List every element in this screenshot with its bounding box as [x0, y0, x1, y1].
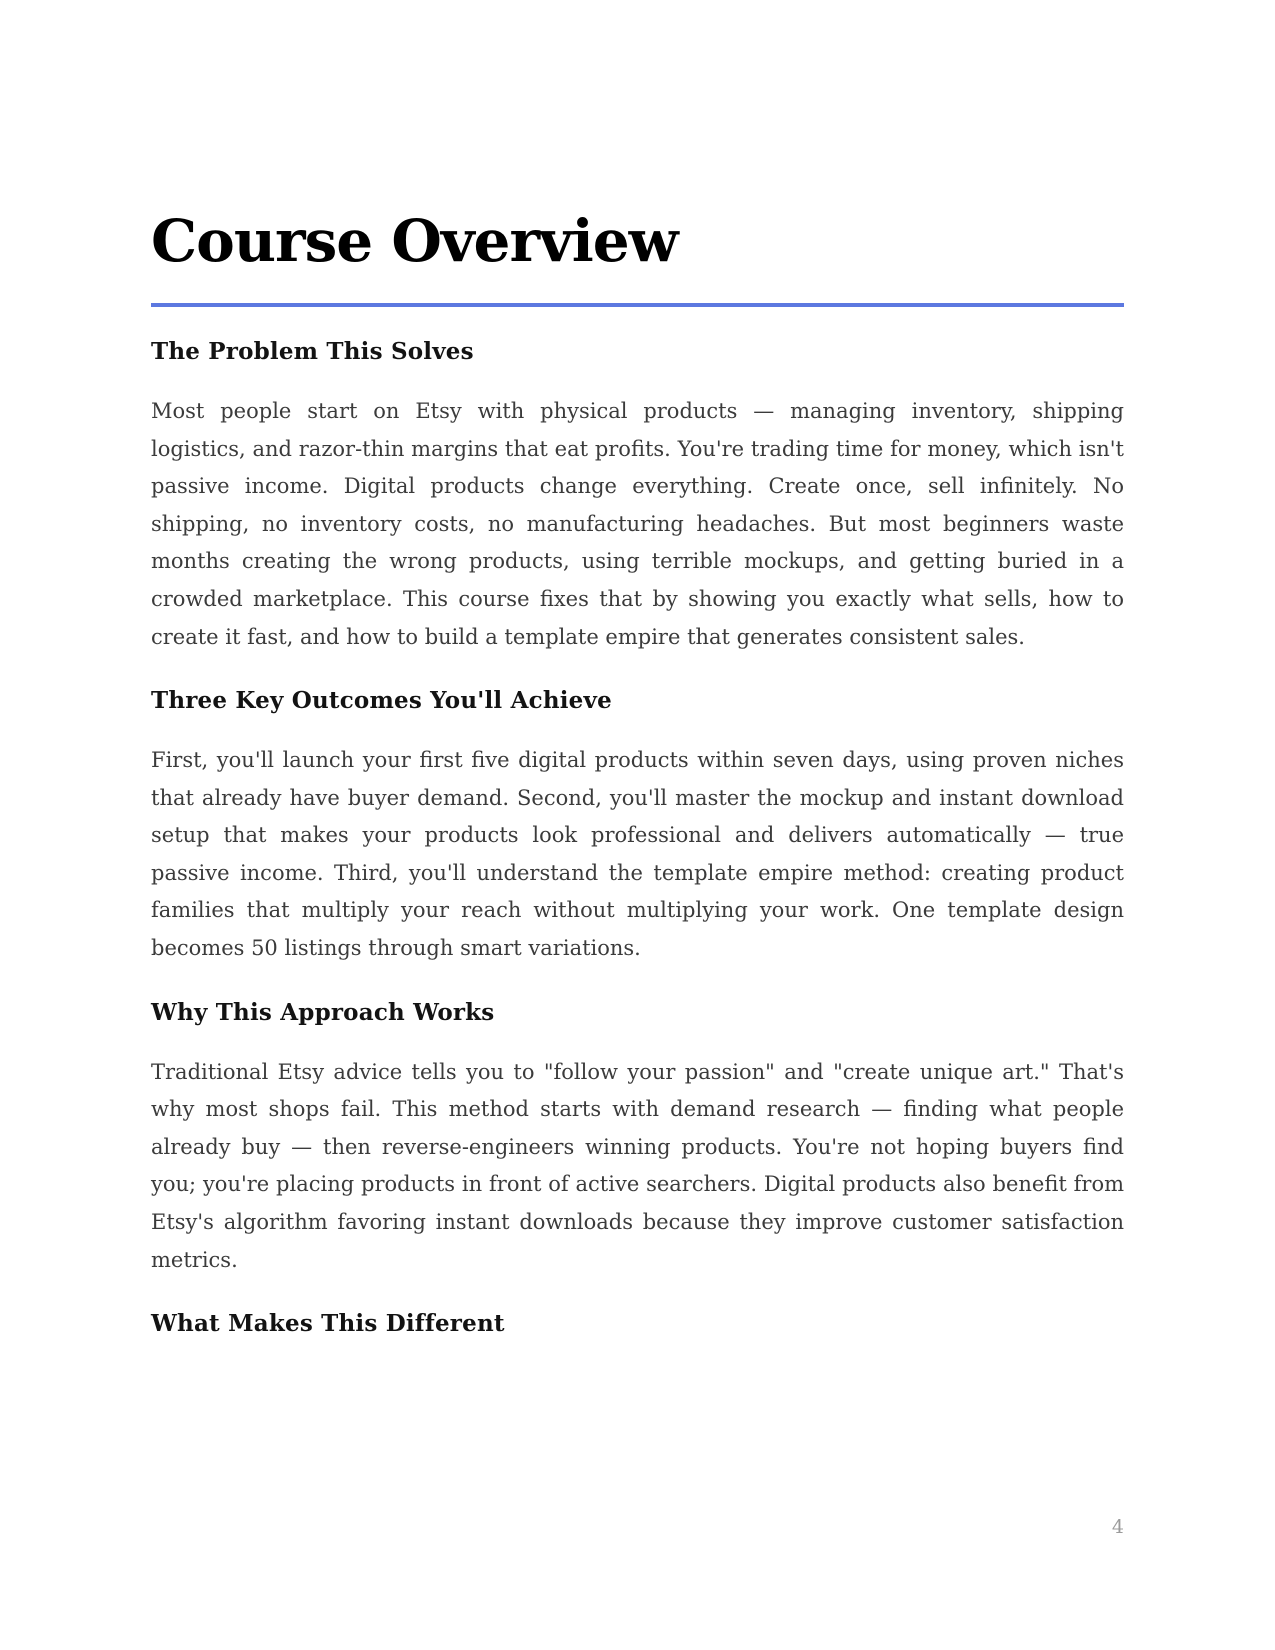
- section-body-outcomes: First, you'll launch your first five digital products within seven days, using proven niches that already have buyer demand. Second, you'll master the mockup and instant download setup that makes your products look professional and delivers automatically — true passive income. Third, you'll understand the template empire method: creating product families that multiply your reach without multiplying your work. One template design becomes 50 listings through smart variations.: [151, 748, 1124, 961]
- section-heading-outcomes: Three Key Outcomes You'll Achieve: [151, 687, 612, 715]
- section-heading-different: What Makes This Different: [151, 1310, 505, 1338]
- title-divider: [151, 303, 1124, 307]
- section-heading-problem: The Problem This Solves: [151, 338, 474, 365]
- section-body-problem: Most people start on Etsy with physical products — managing inventory, shipping logistics, and razor-thin margins that eat profits. You're trading time for money, which isn't passive income. Digital products change everything. Create once, sell infinitely. No shipping, no inventory costs, no manufacturing headaches. But most beginners waste months creating the wrong products, using terrible mockups, and getting buried in a crowded marketplace. This course fixes that by showing you exactly what sells, how to create it fast, and how to build a template empire that generates consistent sales.: [151, 398, 1124, 649]
- page-title: Course Overview: [151, 207, 678, 275]
- page-number: 4: [1111, 1516, 1124, 1538]
- section-heading-approach: Why This Approach Works: [151, 998, 495, 1026]
- section-body-approach: Traditional Etsy advice tells you to "follow your passion" and "create unique art." That's why most shops fail. This method starts with demand research — finding what people already buy — then reverse-engineers winning products. You're not hoping buyers find you; you're placing products in front of active searchers. Digital products also benefit from Etsy's algorithm favoring instant downloads because they improve customer satisfaction metrics.: [151, 1059, 1124, 1272]
